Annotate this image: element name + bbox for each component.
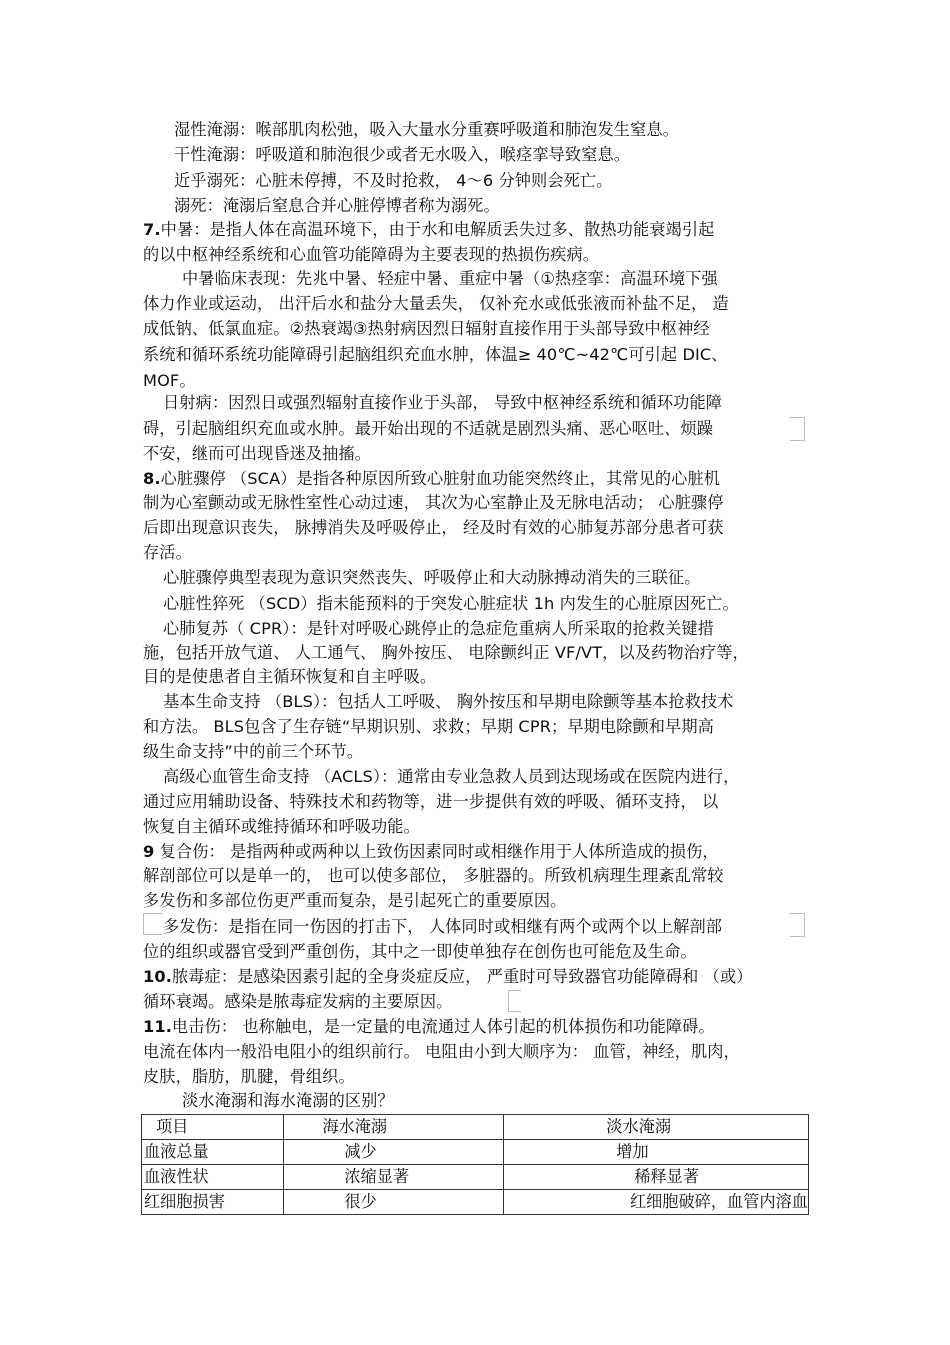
table-cell: 稀释显著 (504, 1165, 809, 1190)
paragraph-line: 电流在体内一般沿电阻小的组织前行。 电阻由小到大顺序为： 血管，神经，肌肉， (143, 1042, 740, 1061)
comparison-table (141, 1114, 809, 1215)
scan-mark (790, 417, 805, 441)
paragraph-line: 心肺复苏（ CPR）：是针对呼吸心跳停止的急症危重病人所采取的抢救关键措 (163, 619, 714, 638)
paragraph-line: 日射病：因烈日或强烈辐射直接作业于头部， 导致中枢神经系统和循环功能障 (163, 393, 723, 412)
paragraph-line: 的以中枢神经系统和心血管功能障碍为主要表现的热损伤疾病。 (143, 245, 600, 264)
paragraph-line: 体力作业或运动， 出汗后水和盐分大量丢失， 仅补充水或低张液而补盐不足， 造 (143, 294, 729, 313)
paragraph-line: 干性淹溺：呼吸道和肺泡很少或者无水吸入，喉痉挛导致窒息。 (174, 145, 631, 164)
scan-mark (508, 990, 521, 1012)
scan-mark (790, 913, 805, 937)
paragraph-line: 心脏骤停典型表现为意识突然丧失、呼吸停止和大动脉搏动消失的三联征。 (163, 568, 701, 587)
paragraph-line: 不安，继而可出现昏迷及抽搐。 (143, 444, 372, 463)
paragraph-line: 和方法。 BLS包含了生存链“早期识别、求救；早期 CPR；早期电除颤和早期高 (143, 717, 714, 736)
table-row (142, 1190, 809, 1215)
section-heading-10: 10.脓毒症：是感染因素引起的全身炎症反应， 严重时可导致器官功能障碍和 （或） (143, 967, 753, 986)
table-cell: 红细胞破碎，血管内溶血 (504, 1190, 809, 1215)
section-heading-8: 8.心脏骤停 （SCA）是指各种原因所致心脏射血功能突然终止，其常见的心脏机 (143, 469, 721, 488)
table-cell: 红细胞损害 (142, 1190, 284, 1215)
scan-mark (143, 913, 162, 935)
paragraph-line: 溺死：淹溺后窒息合并心脏停博者称为溺死。 (174, 196, 500, 215)
paragraph-line: 存活。 (143, 543, 192, 562)
paragraph-line: 心脏性猝死 （SCD）指未能预料的于突发心脏症状 1h 内发生的心脏原因死亡。 (163, 594, 739, 613)
section-heading-11: 11.电击伤： 也称触电，是一定量的电流通过人体引起的机体损伤和功能障碍。 (143, 1017, 715, 1036)
paragraph-line: 湿性淹溺：喉部肌肉松弛，吸入大量水分重赛呼吸道和肺泡发生窒息。 (174, 120, 679, 139)
paragraph-line: 高级心血管生命支持 （ACLS）：通常由专业急救人员到达现场或在医院内进行， (163, 767, 740, 786)
paragraph-line: 解剖部位可以是单一的， 也可以使多部位， 多脏器的。所致机病理生理紊乱常较 (143, 866, 724, 885)
table-header-cell: 海水淹溺 (284, 1115, 504, 1140)
paragraph-line: 恢复自主循环或维持循环和呼吸功能。 (143, 817, 420, 836)
paragraph-line: 目的是使患者自主循环恢复和自主呼吸。 (143, 667, 437, 686)
table-cell: 增加 (504, 1140, 809, 1165)
paragraph-line: 皮肤，脂肪，肌腱，骨组织。 (143, 1067, 355, 1086)
paragraph-line: 制为心室颤动或无脉性室性心动过速， 其次为心室静止及无脉电活动； 心脏骤停 (143, 493, 724, 512)
table-header-cell: 淡水淹溺 (504, 1115, 809, 1140)
table-row (142, 1140, 809, 1165)
paragraph-line: 中暑临床表现：先兆中暑、轻症中暑、重症中暑（①热痉挛：高温环境下强 (182, 269, 718, 288)
table-cell: 减少 (284, 1140, 504, 1165)
table-row (142, 1165, 809, 1190)
table-caption: 淡水淹溺和海水淹溺的区别？ (182, 1091, 394, 1110)
paragraph-line: 基本生命支持 （BLS）：包括人工呼吸、 胸外按压和早期电除颤等基本抢救技术 (163, 692, 734, 711)
table-cell: 血液总量 (142, 1140, 284, 1165)
paragraph-line: 后即出现意识丧失， 脉搏消失及呼吸停止， 经及时有效的心肺复苏部分患者可获 (143, 518, 724, 537)
table-header-cell: 项目 (142, 1115, 284, 1140)
section-heading-9: 9 复合伤： 是指两种或两种以上致伤因素同时或相继作用于人体所造成的损伤， (143, 842, 719, 861)
table-cell: 血液性状 (142, 1165, 284, 1190)
paragraph-line: 位的组织或器官受到严重创伤，其中之一即使单独存在创伤也可能危及生命。 (143, 942, 697, 961)
table-header-row (142, 1115, 809, 1140)
paragraph-line: 级生命支持”中的前三个环节。 (143, 742, 364, 761)
paragraph-line: 系统和循环系统功能障碍引起脑组织充血水肿，体温≥ 40℃~42℃可引起 DIC、 (143, 345, 728, 364)
paragraph-line: 施，包括开放气道、 人工通气、 胸外按压、 电除颤纠正 VF/VT，以及药物治疗等， (143, 643, 749, 662)
table-cell: 很少 (284, 1190, 504, 1215)
paragraph-line: MOF。 (143, 371, 196, 390)
paragraph-line: 多发伤和多部位伤更严重而复杂，是引起死亡的重要原因。 (143, 891, 567, 910)
paragraph-line: 成低钠、低氯血症。②热衰竭③热射病因烈日辐射直接作用于头部导致中枢神经 (143, 319, 710, 338)
section-heading-7: 7.中暑：是指人体在高温环境下，由于水和电解质丢失过多、散热功能衰竭引起 (143, 220, 715, 239)
paragraph-line: 多发伤：是指在同一伤因的打击下， 人体同时或相继有两个或两个以上解剖部 (163, 917, 723, 936)
paragraph-line: 碍，引起脑组织充血或水肿。最开始出现的不适就是剧烈头痛、恶心呕吐、烦躁 (143, 419, 714, 438)
paragraph-line: 通过应用辅助设备、特殊技术和药物等，进一步提供有效的呼吸、循环支持， 以 (143, 792, 719, 811)
paragraph-line: 近乎溺死：心脏未停搏，不及时抢救， 4～6 分钟则会死亡。 (174, 171, 613, 190)
table-cell: 浓缩显著 (284, 1165, 504, 1190)
paragraph-line: 循环衰竭。感染是脓毒症发病的主要原因。 (143, 992, 453, 1011)
